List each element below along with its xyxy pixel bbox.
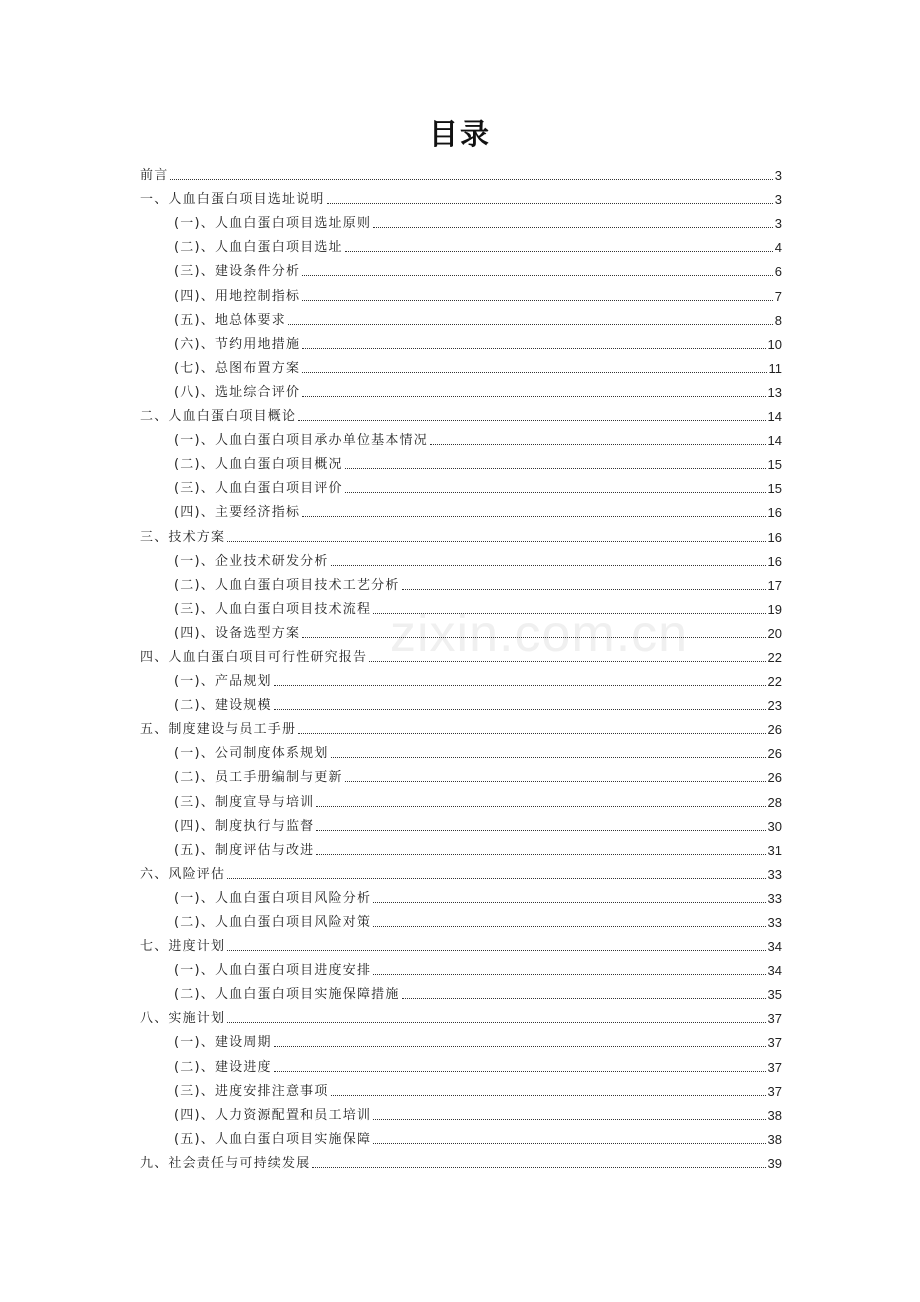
toc-entry[interactable] [140,955,782,979]
toc-leader-dots [302,395,765,397]
toc-entry[interactable] [140,979,782,1003]
toc-entry-label: (八)、选址综合评价 [174,384,301,400]
toc-leader-dots [316,829,765,831]
toc-entry[interactable] [140,594,782,618]
toc-entry-page-number: 37 [767,1059,782,1075]
toc-entry-page-number: 33 [767,915,782,930]
toc-leader-dots [302,347,765,349]
toc-entry-page-number: 28 [767,794,782,810]
toc-leader-dots [170,178,772,180]
toc-entry[interactable] [140,353,782,377]
toc-entry-label: 一、人血白蛋白项目选址说明 [140,192,325,208]
toc-entry-page-number: 13 [767,384,782,400]
toc-leader-dots [288,323,773,325]
toc-entry-label: (一)、建设周期 [174,1035,272,1051]
toc-entry[interactable] [140,642,782,666]
toc-entry[interactable] [140,473,782,497]
toc-entry-label: (四)、主要经济指标 [174,505,301,521]
toc-entry-page-number: 23 [767,698,782,714]
toc-entry-label: (五)、人血白蛋白项目实施保障 [174,1131,372,1147]
toc-entry[interactable] [140,690,782,714]
toc-entry-label: (二)、建设规模 [174,698,272,714]
toc-entry-label: 四、人血白蛋白项目可行性研究报告 [140,649,368,665]
toc-entry-page-number: 19 [767,601,782,617]
toc-entry-page-number: 16 [767,529,782,545]
toc-leader-dots [274,684,766,686]
toc-entry-label: (一)、公司制度体系规划 [174,746,329,762]
toc-entry-page-number: 3 [774,216,782,232]
toc-entry-label: (二)、人血白蛋白项目概况 [174,457,343,473]
toc-entry-page-number: 16 [767,505,782,521]
toc-entry-label: (一)、企业技术研发分析 [174,553,329,569]
toc-entry-label: 八、实施计划 [140,1011,226,1027]
toc-entry-page-number: 17 [767,577,782,593]
toc-entry[interactable] [140,811,782,835]
toc-entry-page-number: 39 [767,1155,782,1171]
toc-entry-label: 五、制度建设与员工手册 [140,722,297,738]
toc-entry-page-number: 16 [767,553,782,569]
toc-leader-dots [345,491,766,493]
toc-entry-label: (一)、人血白蛋白项目选址原则 [174,216,372,232]
toc-entry-label: 二、人血白蛋白项目概论 [140,409,297,425]
toc-leader-dots [302,515,765,517]
toc-entry-label: (一)、产品规划 [174,674,272,690]
toc-entry-label: (四)、设备选型方案 [174,625,301,641]
toc-entry[interactable] [140,1124,782,1148]
toc-entry-label: (一)、人血白蛋白项目承办单位基本情况 [174,433,428,449]
toc-entry[interactable] [140,1051,782,1075]
toc-entry-page-number: 8 [774,312,782,328]
toc-entry[interactable] [140,835,782,859]
toc-entry[interactable] [140,497,782,521]
toc-entry-page-number: 26 [767,770,782,786]
toc-entry-page-number: 22 [767,649,782,665]
toc-entry-label: (五)、地总体要求 [174,312,286,328]
toc-entry[interactable] [140,859,782,883]
toc-entry-page-number: 37 [767,1083,782,1099]
toc-entry-label: (三)、人血白蛋白项目技术流程 [174,601,372,617]
toc-entry-label: (三)、建设条件分析 [174,264,301,280]
toc-entry-page-number: 37 [767,1011,782,1027]
toc-leader-dots [331,1094,766,1096]
toc-entry-page-number: 30 [767,818,782,834]
toc-leader-dots [302,274,773,276]
toc-entry-label: (四)、人力资源配置和员工培训 [174,1107,372,1123]
toc-leader-dots [331,756,766,758]
toc-entry-label: 七、进度计划 [140,939,226,955]
toc-leader-dots [369,660,765,662]
toc-entry[interactable] [140,184,782,208]
toc-entry-page-number: 31 [767,842,782,858]
toc-entry-label: 三、技术方案 [140,529,226,545]
toc-entry-page-number: 34 [767,939,782,955]
toc-title: 目录 [428,117,491,151]
toc-entry[interactable] [140,160,782,184]
toc-entry-label: (一)、人血白蛋白项目风险分析 [174,890,372,906]
toc-leader-dots [373,226,773,228]
toc-leader-dots [302,299,773,301]
toc-entry-label: (一)、人血白蛋白项目进度安排 [174,963,372,979]
toc-leader-dots [345,467,766,469]
toc-entry-page-number: 14 [767,433,782,449]
toc-leader-dots [373,925,765,927]
toc-leader-dots [345,250,773,252]
toc-leader-dots [373,1118,765,1120]
toc-entry[interactable] [140,1076,782,1100]
toc-entry-page-number: 7 [774,288,782,304]
toc-entry-label: (三)、制度宣导与培训 [174,794,315,810]
toc-entry-label: (四)、用地控制指标 [174,288,301,304]
toc-entry-label: 前言 [140,168,169,184]
toc-entry[interactable] [140,449,782,473]
toc-entry-label: (五)、制度评估与改进 [174,842,315,858]
toc-entry-label: (二)、人血白蛋白项目技术工艺分析 [174,577,400,593]
toc-entry-label: 六、风险评估 [140,866,226,882]
toc-entry-label: (二)、人血白蛋白项目选址 [174,240,343,256]
toc-entry-label: (三)、人血白蛋白项目评价 [174,481,343,497]
toc-entry-label: (二)、员工手册编制与更新 [174,770,343,786]
toc-entry-page-number: 3 [774,168,782,184]
toc-entry[interactable] [140,329,782,353]
toc-leader-dots [331,564,766,566]
toc-leader-dots [274,1045,766,1047]
toc-leader-dots [298,732,765,734]
toc-entry-page-number: 26 [767,722,782,738]
toc-leader-dots [316,805,765,807]
toc-entry[interactable] [140,1027,782,1051]
toc-entry-label: (三)、进度安排注意事项 [174,1083,329,1099]
toc-leader-dots [316,853,765,855]
toc-entry-page-number: 6 [774,264,782,280]
toc-leader-dots [345,780,766,782]
toc-entry-label: (二)、建设进度 [174,1059,272,1075]
toc-entry-label: 九、社会责任与可持续发展 [140,1155,311,1171]
toc-entry[interactable] [140,425,782,449]
toc-leader-dots [402,997,766,999]
watermark: zixin.com.cn [390,605,689,663]
toc-entry-page-number: 3 [774,192,782,208]
toc-entry[interactable] [140,570,782,594]
toc-entry[interactable] [140,280,782,304]
toc-entry[interactable] [140,883,782,907]
toc-leader-dots [312,1166,765,1168]
toc-entry-page-number: 33 [767,890,782,906]
toc-leader-dots [227,1021,765,1023]
toc-entry[interactable] [140,1100,782,1124]
toc-entry[interactable] [140,762,782,786]
toc-entry-page-number: 4 [774,240,782,256]
toc-entry-label: (二)、人血白蛋白项目实施保障措施 [174,987,400,1003]
toc-entry[interactable] [140,618,782,642]
toc-entry[interactable] [140,666,782,690]
toc-leader-dots [298,419,765,421]
toc-leader-dots [373,1142,765,1144]
toc-leader-dots [373,612,765,614]
toc-entry[interactable] [140,208,782,232]
toc-entry[interactable] [140,256,782,280]
toc-entry-page-number: 15 [767,457,782,473]
toc-entry[interactable] [140,907,782,931]
toc-leader-dots [302,636,765,638]
toc-entry-page-number: 35 [767,987,782,1003]
toc-entry[interactable] [140,401,782,425]
toc-entry-page-number: 22 [767,674,782,690]
toc-entry-page-number: 14 [767,409,782,425]
toc-leader-dots [274,1070,766,1072]
toc-entry[interactable] [140,305,782,329]
toc-entry-page-number: 10 [767,336,782,352]
toc-leader-dots [274,708,766,710]
toc-entry[interactable] [140,232,782,256]
toc-entry[interactable] [140,738,782,762]
toc-entry-label: (二)、人血白蛋白项目风险对策 [174,915,372,930]
toc-leader-dots [402,588,766,590]
toc-entry-page-number: 15 [767,481,782,497]
toc-entry-page-number: 38 [767,1107,782,1123]
toc-entry-page-number: 38 [767,1131,782,1147]
toc-leader-dots [430,443,766,445]
toc-entry[interactable] [140,546,782,570]
toc-entry-page-number: 20 [767,625,782,641]
toc-entry[interactable] [140,1003,782,1027]
toc-leader-dots [373,973,765,975]
toc-entry-page-number: 37 [767,1035,782,1051]
toc-entry-label: (六)、节约用地措施 [174,336,301,352]
toc-entry-page-number: 33 [767,866,782,882]
toc-leader-dots [302,371,766,373]
toc-entry[interactable] [140,714,782,738]
toc-entry-page-number: 34 [767,963,782,979]
toc-entry-label: (七)、总图布置方案 [174,360,301,376]
toc-leader-dots [227,877,765,879]
toc-entry[interactable] [140,1148,782,1172]
toc-entry[interactable] [140,931,782,955]
toc-entry-page-number: 26 [767,746,782,762]
toc-entry[interactable] [140,521,782,545]
toc-entry-label: (四)、制度执行与监督 [174,818,315,834]
toc-leader-dots [327,202,773,204]
toc-leader-dots [373,901,765,903]
toc-list [140,160,782,1172]
toc-entry-page-number: 11 [768,360,782,376]
toc-entry[interactable] [140,786,782,810]
toc-leader-dots [227,540,765,542]
toc-entry[interactable] [140,377,782,401]
toc-leader-dots [227,949,765,951]
